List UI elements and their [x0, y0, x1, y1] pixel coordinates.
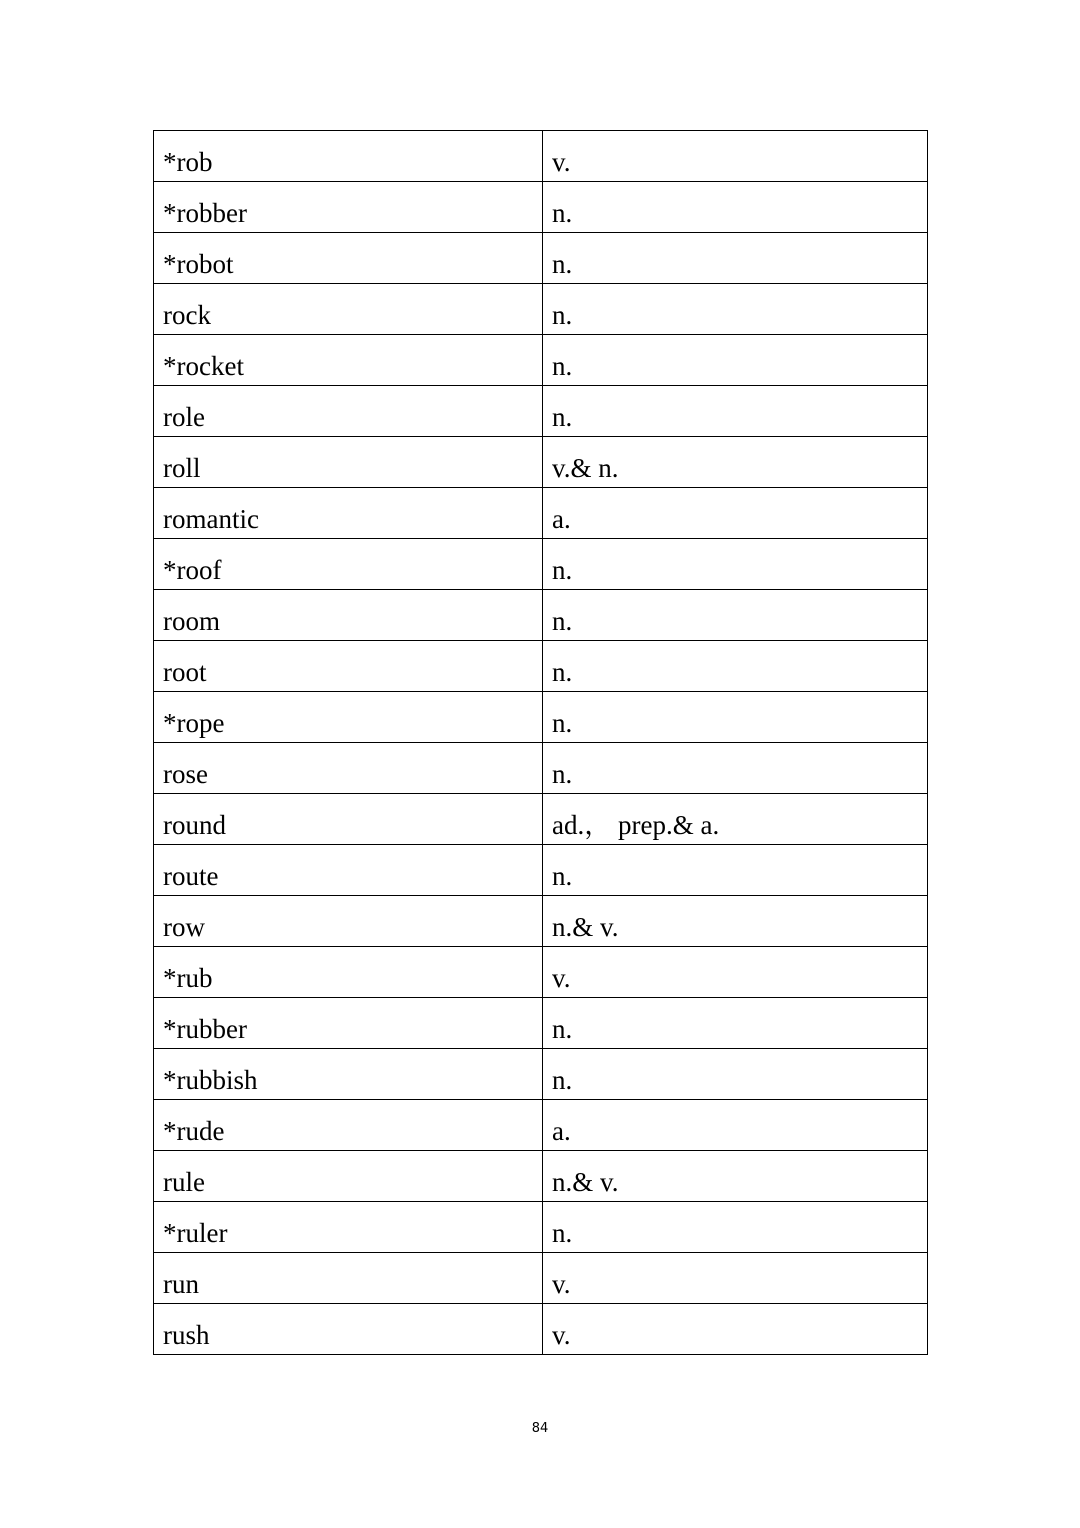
word-cell: roll — [154, 437, 543, 488]
word-cell: run — [154, 1253, 543, 1304]
part-of-speech-cell: n. — [543, 233, 928, 284]
vocabulary-table-body — [154, 131, 928, 1355]
table-row — [154, 233, 928, 284]
part-of-speech-cell: n. — [543, 641, 928, 692]
part-of-speech-cell: v.& n. — [543, 437, 928, 488]
table-row — [154, 794, 928, 845]
part-of-speech-cell: v. — [543, 1304, 928, 1355]
word-cell: role — [154, 386, 543, 437]
table-row — [154, 1304, 928, 1355]
word-cell: *rope — [154, 692, 543, 743]
table-row — [154, 335, 928, 386]
word-cell: *roof — [154, 539, 543, 590]
table-row — [154, 998, 928, 1049]
word-cell: row — [154, 896, 543, 947]
part-of-speech-cell: v. — [543, 131, 928, 182]
part-of-speech-cell: n. — [543, 845, 928, 896]
part-of-speech-cell: a. — [543, 1100, 928, 1151]
part-of-speech-cell: a. — [543, 488, 928, 539]
table-row — [154, 488, 928, 539]
word-cell: *rude — [154, 1100, 543, 1151]
table-row — [154, 1151, 928, 1202]
table-row — [154, 1049, 928, 1100]
word-cell: *rubber — [154, 998, 543, 1049]
part-of-speech-cell: n. — [543, 998, 928, 1049]
part-of-speech-cell: n. — [543, 335, 928, 386]
word-cell: round — [154, 794, 543, 845]
word-cell: *rub — [154, 947, 543, 998]
part-of-speech-cell: n. — [543, 539, 928, 590]
part-of-speech-cell: n. — [543, 1049, 928, 1100]
table-row — [154, 845, 928, 896]
table-row — [154, 743, 928, 794]
part-of-speech-cell: v. — [543, 947, 928, 998]
table-row — [154, 437, 928, 488]
part-of-speech-cell: n.& v. — [543, 896, 928, 947]
table-row — [154, 539, 928, 590]
word-cell: rose — [154, 743, 543, 794]
word-cell: *robber — [154, 182, 543, 233]
word-cell: *rubbish — [154, 1049, 543, 1100]
word-cell: rock — [154, 284, 543, 335]
part-of-speech-cell: n. — [543, 743, 928, 794]
table-row — [154, 1100, 928, 1151]
word-cell: *rocket — [154, 335, 543, 386]
page-number: 84 — [531, 1421, 549, 1436]
word-cell: rush — [154, 1304, 543, 1355]
word-cell: *rob — [154, 131, 543, 182]
table-row — [154, 131, 928, 182]
table-row — [154, 896, 928, 947]
word-cell: root — [154, 641, 543, 692]
part-of-speech-cell: n.& v. — [543, 1151, 928, 1202]
table-row — [154, 284, 928, 335]
part-of-speech-cell: v. — [543, 1253, 928, 1304]
word-cell: room — [154, 590, 543, 641]
word-cell: *robot — [154, 233, 543, 284]
word-cell: *ruler — [154, 1202, 543, 1253]
part-of-speech-cell: n. — [543, 182, 928, 233]
part-of-speech-cell: n. — [543, 590, 928, 641]
part-of-speech-cell: n. — [543, 1202, 928, 1253]
table-row — [154, 590, 928, 641]
table-row — [154, 641, 928, 692]
table-row — [154, 1202, 928, 1253]
part-of-speech-cell: n. — [543, 692, 928, 743]
part-of-speech-cell: n. — [543, 386, 928, 437]
table-row — [154, 386, 928, 437]
table-row — [154, 692, 928, 743]
part-of-speech-cell: n. — [543, 284, 928, 335]
word-cell: rule — [154, 1151, 543, 1202]
word-cell: route — [154, 845, 543, 896]
table-row — [154, 182, 928, 233]
table-row — [154, 947, 928, 998]
table-row — [154, 1253, 928, 1304]
part-of-speech-cell: ad.， prep.& a. — [543, 794, 928, 845]
vocabulary-table — [153, 130, 928, 1355]
word-cell: romantic — [154, 488, 543, 539]
